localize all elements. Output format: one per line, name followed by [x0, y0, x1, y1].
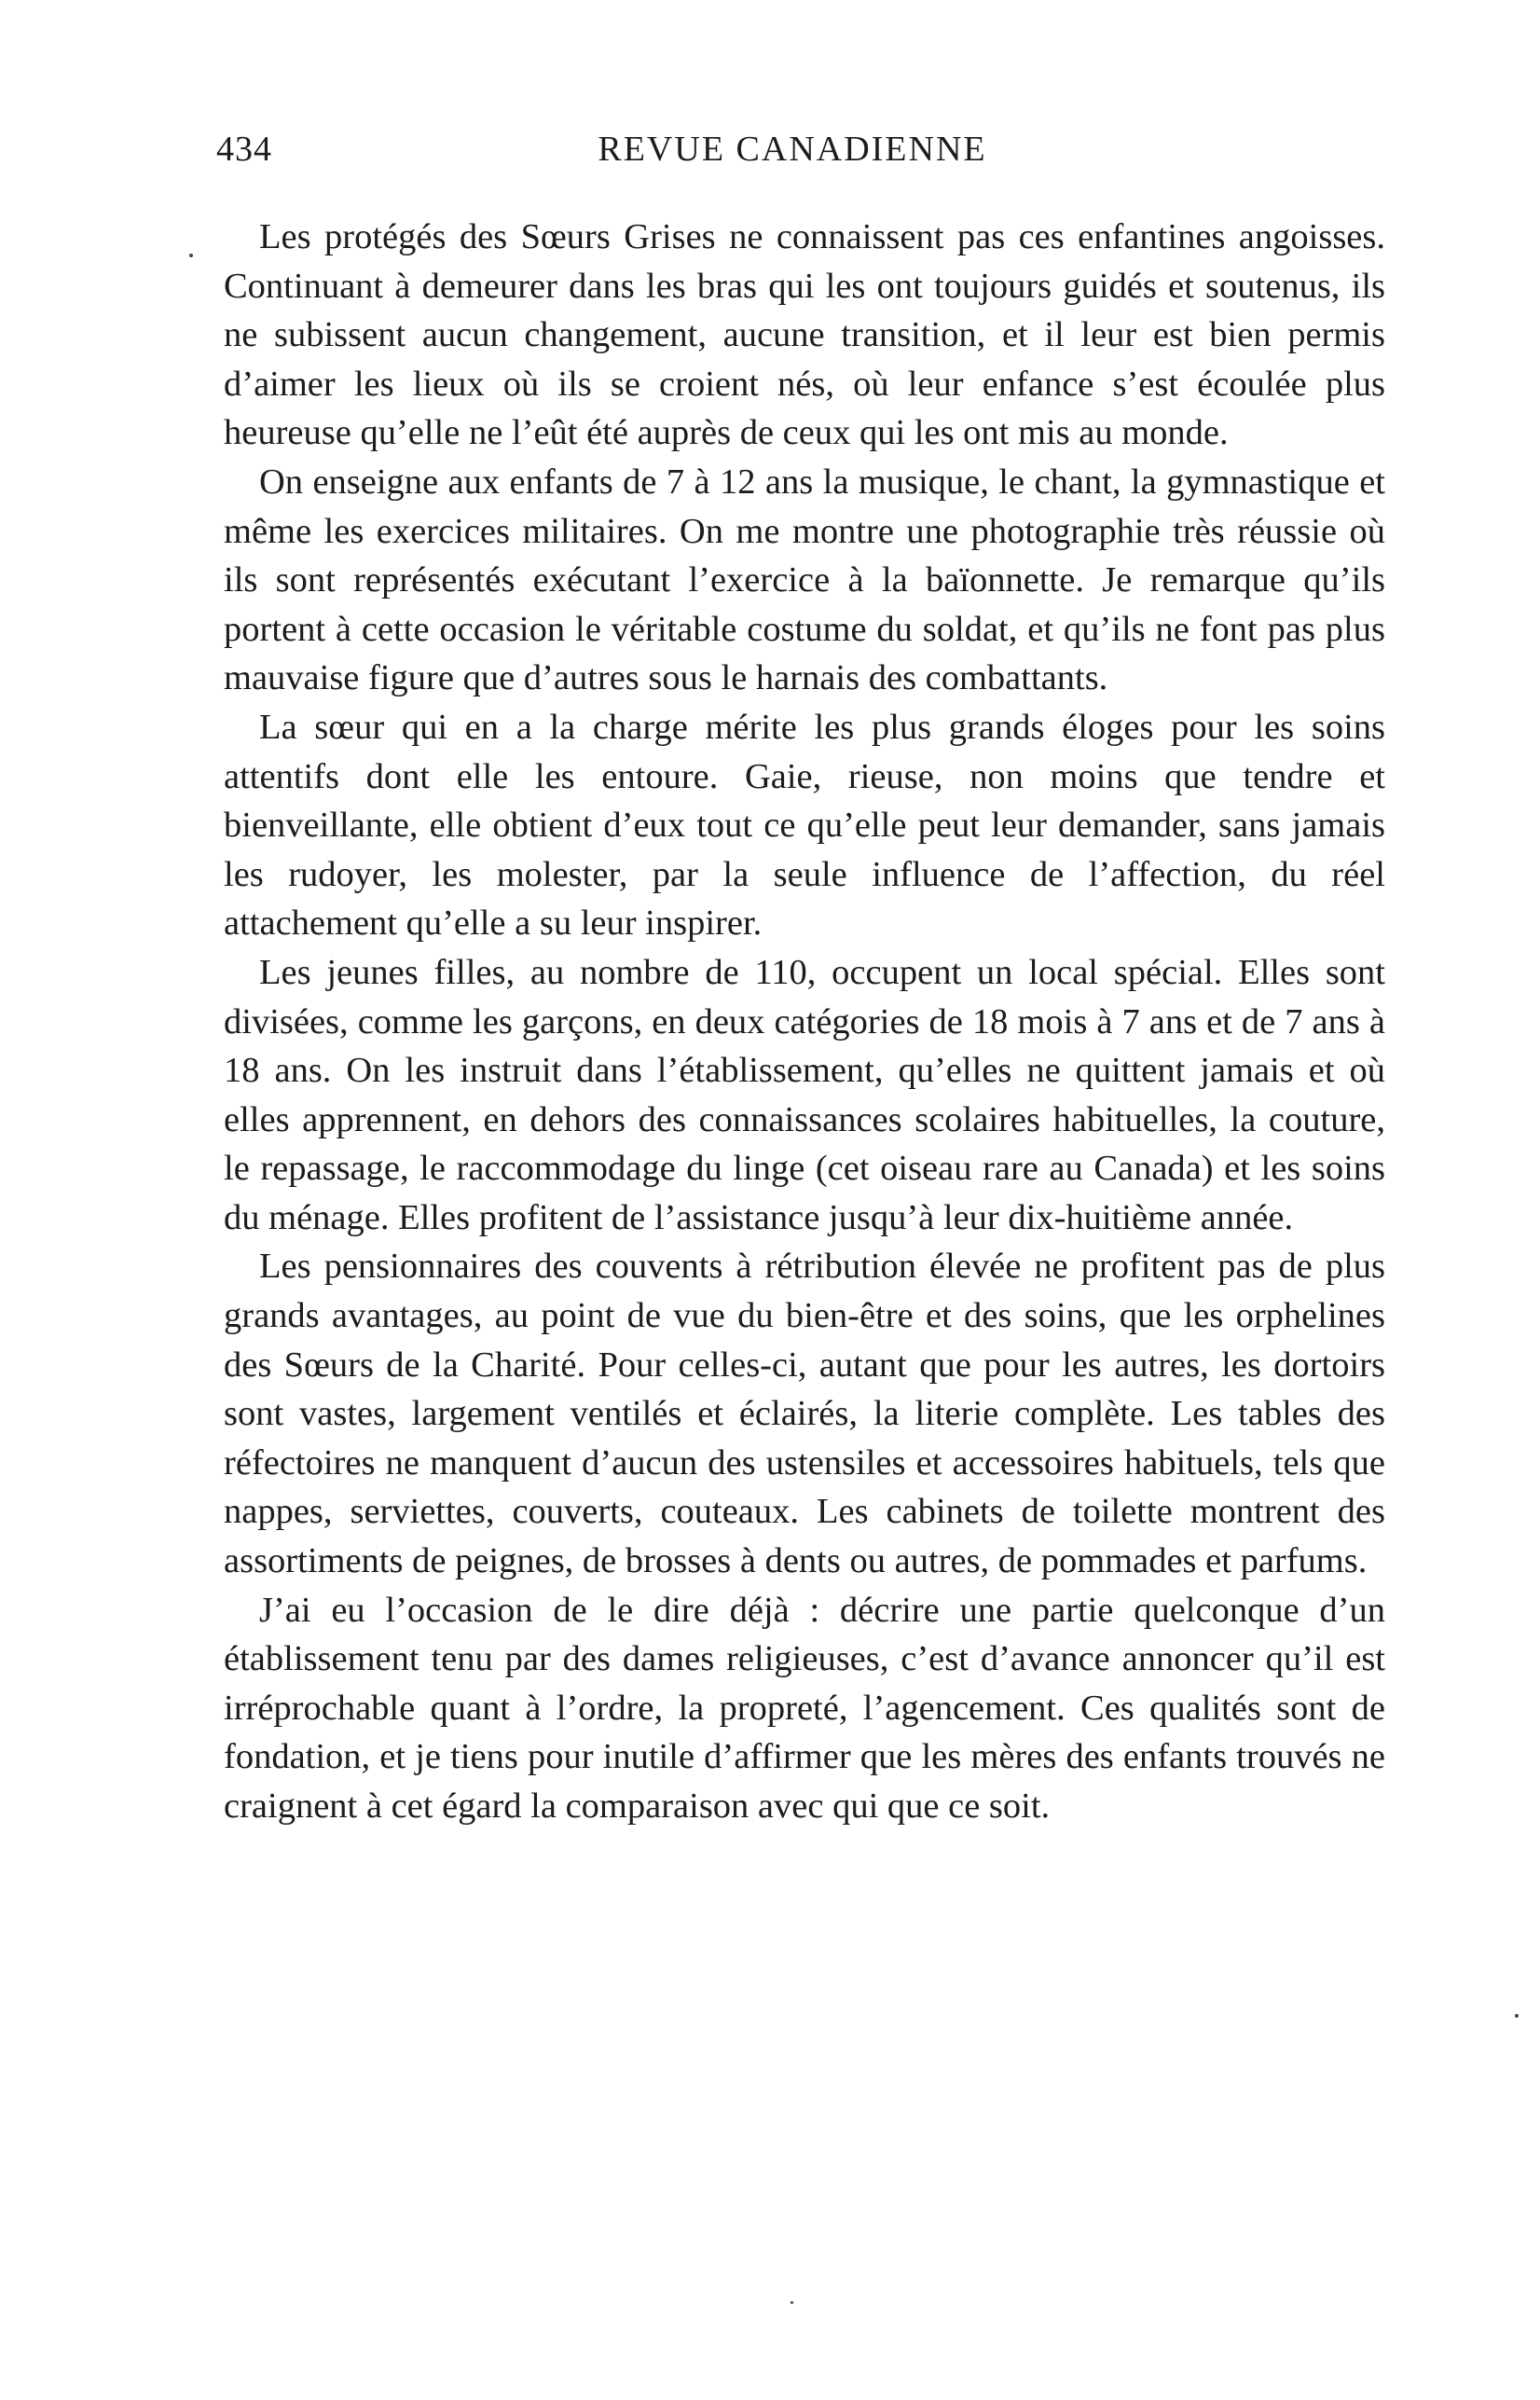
print-speck	[1515, 2014, 1519, 2018]
paragraph: On enseigne aux enfants de 7 à 12 ans la musique, le chant, la gymnastique et même les exercices militaires. On me montre une photographie très réussie où ils sont représentés exécutant l’exercice à la baïonnette. Je remarque qu’ils portent à cette occasion le véritable costume du soldat, et qu’ils ne font pas plus mauvaise figure que d’autres sous le harnais des combattants.	[224, 462, 1385, 698]
paragraph: Les jeunes filles, au nombre de 110, occupent un local spécial. Elles sont divisées, comme les garçons, en deux catégories de 18 mois à 7 ans et de 7 ans à 18 ans. On les instruit dans l’établissement, qu’elles ne quittent jamais et où elles apprennent, en dehors des connaissances scolaires habituelles, la couture, le repassage, le raccommodage du linge (cet oiseau rare au Canada) et les soins du ménage. Elles profitent de l’assistance jusqu’à leur dix-huitième année.	[224, 952, 1385, 1237]
print-speck	[791, 2301, 793, 2304]
running-title: REVUE CANADIENNE	[598, 130, 987, 169]
page-number: 434	[216, 130, 272, 169]
paragraph: La sœur qui en a la charge mérite les plus grands éloges pour les soins attentifs dont elle les entoure. Gaie, rieuse, non moins que tendre et bienveillante, elle obtient d’eux tout ce qu’elle peut leur demander, sans jamais les rudoyer, les molester, par la seule influence de l’affection, du réel attachement qu’elle a su leur inspirer.	[224, 707, 1385, 944]
body-text	[224, 213, 1385, 1831]
paragraph: Les pensionnaires des couvents à rétribution élevée ne profitent pas de plus grands avantages, au point de vue du bien-être et des soins, que les orphelines des Sœurs de la Charité. Pour celles-ci, autant que pour les autres, les dortoirs sont vastes, largement ventilés et éclairés, la literie complète. Les tables des réfectoires ne manquent d’aucun des ustensiles et accessoires habituels, tels que nappes, serviettes, couverts, couteaux. Les cabinets de toilette montrent des assortiments de peignes, de brosses à dents ou autres, de pommades et parfums.	[224, 1247, 1385, 1581]
print-speck	[189, 254, 193, 257]
paragraph: J’ai eu l’occasion de le dire déjà : décrire une partie quelconque d’un établissement tenu par des dames religieuses, c’est d’avance annoncer qu’il est irréprochable quant à l’ordre, la propreté, l’agencement. Ces qualités sont de fondation, et je tiens pour inutile d’affirmer que les mères des enfants trouvés ne craignent à cet égard la comparaison avec qui que ce soit.	[224, 1590, 1385, 1826]
page-header	[216, 129, 1368, 185]
paragraph: Les protégés des Sœurs Grises ne connaissent pas ces enfantines angoisses. Continuant à demeurer dans les bras qui les ont toujours guidés et soutenus, ils ne subissent aucun changement, aucune transition, et il leur est bien permis d’aimer les lieux où ils se croient nés, où leur enfance s’est écoulée plus heureuse qu’elle ne l’eût été auprès de ceux qui les ont mis au monde.	[224, 217, 1385, 453]
